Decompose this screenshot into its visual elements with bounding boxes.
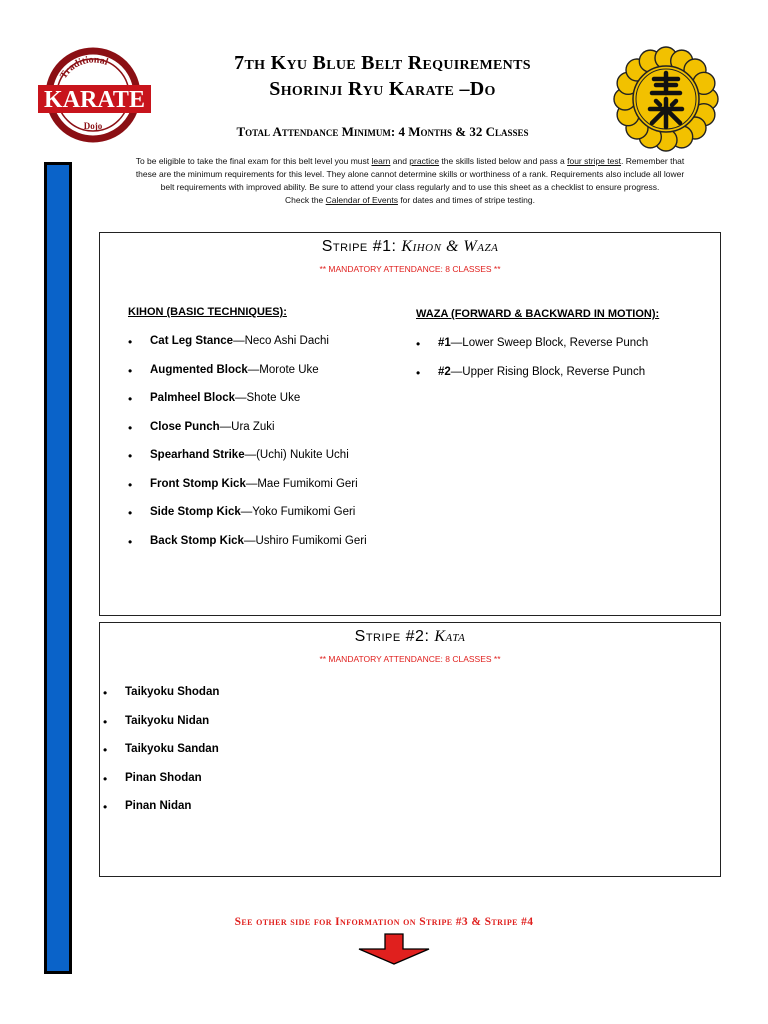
kihon-item-text xyxy=(150,392,300,404)
stripe-1-attendance: ** MANDATORY ATTENDANCE: 8 CLASSES ** xyxy=(319,264,501,274)
bullet-icon: • xyxy=(128,449,133,463)
kihon-item-text xyxy=(150,364,319,376)
stripe-1-section xyxy=(99,232,721,616)
red-down-arrow-icon xyxy=(355,933,433,965)
bullet-icon: • xyxy=(128,335,133,349)
intro-paragraph xyxy=(100,155,720,207)
intro-text: . Remember that xyxy=(620,156,685,166)
stripe-2-attendance: ** MANDATORY ATTENDANCE: 8 CLASSES ** xyxy=(319,654,501,664)
kihon-item-text xyxy=(150,506,355,518)
intro-text: To be eligible to take the final exam for this belt level you must xyxy=(135,156,372,166)
kihon-item-text xyxy=(150,421,275,433)
kihon-item-translation: —Ushiro Fumikomi Geri xyxy=(243,534,367,547)
kihon-item-translation: —Ura Zuki xyxy=(219,420,275,433)
waza-item-translation: —Lower Sweep Block, Reverse Punch xyxy=(450,337,649,349)
intro-text: and xyxy=(390,156,410,166)
kihon-item-translation: —Mae Fumikomi Geri xyxy=(245,477,358,490)
bullet-icon: • xyxy=(128,477,133,492)
intro-text: for dates and times of stripe testing. xyxy=(397,195,535,205)
stripe-2-section xyxy=(99,622,721,877)
kihon-item-term: Palmheel Block xyxy=(150,392,236,404)
stripe-1-title-topic: Kihon & Waza xyxy=(401,238,499,255)
stripe-1-title xyxy=(100,238,720,256)
kihon-item-term: Cat Leg Stance xyxy=(150,335,234,347)
stripe-1-title-prefix: Stripe #1: xyxy=(321,238,402,255)
waza-heading: WAZA (FORWARD & BACKWARD IN MOTION): xyxy=(416,308,660,320)
intro-line-3: belt requirements with improved ability. Be sure to attend your class regularly and to use this sheet as a checklist to ensure progress. xyxy=(160,182,660,192)
kata-item-text: Taikyoku Shodan xyxy=(125,686,220,698)
intro-learn: learn xyxy=(371,156,391,166)
bullet-icon: • xyxy=(416,337,421,351)
waza-item-translation: —Upper Rising Block, Reverse Punch xyxy=(450,365,646,378)
intro-line-4 xyxy=(100,194,720,207)
stripe-2-title xyxy=(100,628,720,646)
kata-item-text: Taikyoku Sandan xyxy=(125,743,219,755)
stripe-2-title-topic: Kata xyxy=(434,628,466,645)
bullet-icon: • xyxy=(128,392,133,406)
intro-line-1 xyxy=(100,155,720,168)
stripe-2-title-prefix: Stripe #2: xyxy=(354,628,435,645)
bullet-icon: • xyxy=(103,800,108,814)
intro-text: the skills listed below and pass a xyxy=(439,156,568,166)
calendar-of-events-link[interactable]: Calendar of Events xyxy=(325,195,398,205)
bullet-icon: • xyxy=(128,506,133,520)
intro-four-stripe-test: four stripe test xyxy=(567,156,621,166)
kihon-item-translation: —Neco Ashi Dachi xyxy=(233,335,329,347)
kihon-item-text xyxy=(150,535,367,547)
kihon-item-term: Side Stomp Kick xyxy=(150,506,241,518)
kihon-item-term: Close Punch xyxy=(150,420,220,433)
bullet-icon: • xyxy=(416,365,421,380)
logo-main-text: KARATE xyxy=(44,87,145,113)
intro-practice: practice xyxy=(409,156,440,166)
kihon-item-term: Spearhand Strike xyxy=(150,449,245,461)
waza-item-term: #2 xyxy=(438,365,451,378)
kata-item-text: Pinan Shodan xyxy=(125,771,202,784)
kata-item-text: Pinan Nidan xyxy=(125,800,192,812)
kihon-item-term: Front Stomp Kick xyxy=(150,477,246,490)
bullet-icon: • xyxy=(103,686,108,700)
kihon-item-translation: —Morote Uke xyxy=(247,363,319,376)
bullet-icon: • xyxy=(103,714,108,729)
kihon-item-text xyxy=(150,335,329,347)
shorinji-ryu-emblem-logo xyxy=(612,45,720,153)
kihon-item-text xyxy=(150,478,358,490)
kata-item-text: Taikyoku Nidan xyxy=(125,714,210,727)
page-subtitle: Shorinji Ryu Karate –Do xyxy=(269,78,496,100)
kihon-item-text xyxy=(150,449,349,461)
bullet-icon: • xyxy=(103,771,108,786)
waza-item-text xyxy=(438,366,645,378)
kihon-item-translation: —Shote Uke xyxy=(235,392,301,404)
waza-item-term: #1 xyxy=(438,337,451,349)
traditional-karate-dojo-logo xyxy=(33,45,158,145)
bullet-icon: • xyxy=(103,743,108,757)
kihon-item-translation: —(Uchi) Nukite Uchi xyxy=(244,449,349,461)
logo-bottom-text: Dojo xyxy=(83,121,103,131)
bullet-icon: • xyxy=(128,420,133,435)
kihon-heading: KIHON (BASIC TECHNIQUES): xyxy=(128,306,287,318)
bullet-icon: • xyxy=(128,534,133,549)
bullet-icon: • xyxy=(128,363,133,378)
logo-top-text: Traditional xyxy=(58,54,110,81)
intro-line-2: these are the minimum requirements for this level. They alone cannot determine skills or worthiness of a rank. Requirements also include all lower xyxy=(135,169,685,179)
kihon-item-translation: —Yoko Fumikomi Geri xyxy=(240,506,356,518)
see-other-side-note: See other side for Information on Stripe #3 & Stripe #4 xyxy=(234,916,534,928)
kihon-item-term: Back Stomp Kick xyxy=(150,534,244,547)
waza-item-text xyxy=(438,337,648,349)
intro-text: Check the xyxy=(285,195,326,205)
page-title: 7th Kyu Blue Belt Requirements xyxy=(234,52,531,74)
blue-belt-side-bar xyxy=(44,162,72,974)
kihon-item-term: Augmented Block xyxy=(150,363,248,376)
attendance-minimum: Total Attendance Minimum: 4 Months & 32 Classes xyxy=(236,124,529,139)
